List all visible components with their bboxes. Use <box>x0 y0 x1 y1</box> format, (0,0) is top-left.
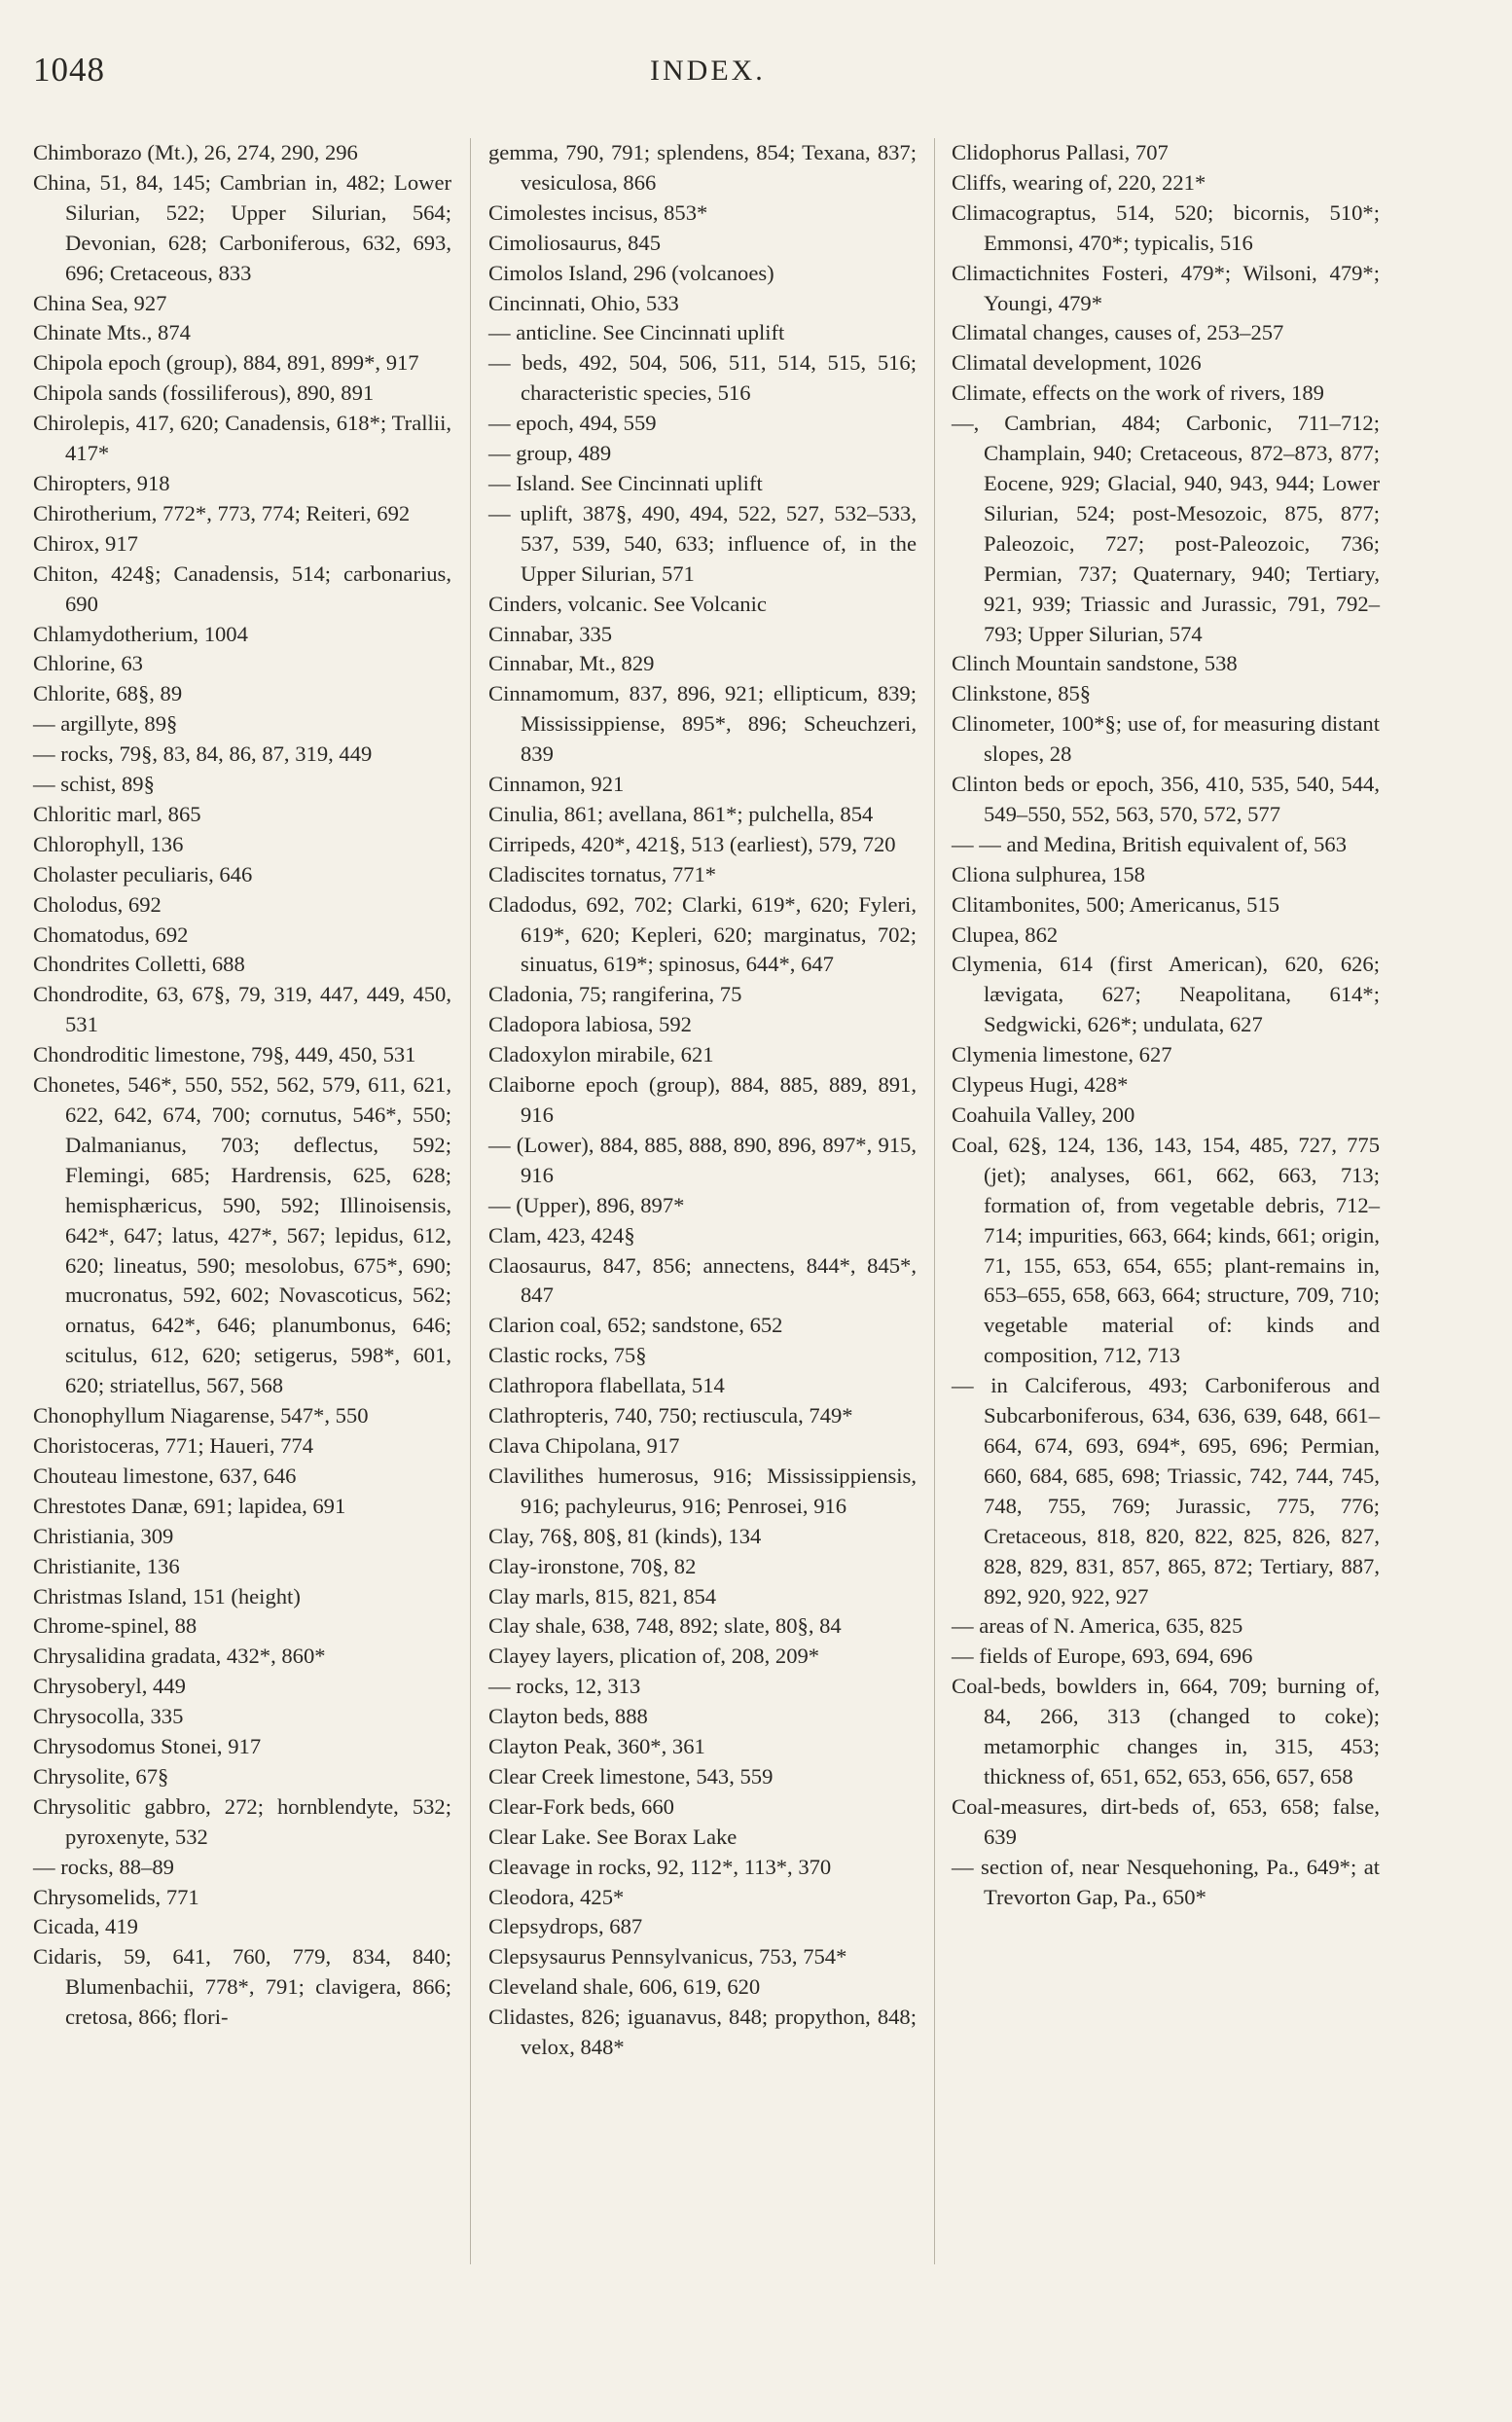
running-head: INDEX. <box>650 54 766 87</box>
index-entry: — areas of N. America, 635, 825 <box>952 1613 1243 1639</box>
index-entry: — group, 489 <box>488 441 612 466</box>
index-entry: Clear-Fork beds, 660 <box>488 1793 674 1819</box>
index-entry: Clinch Mountain sandstone, 538 <box>952 651 1238 676</box>
index-entry: Clathropteris, 740, 750; rectiuscula, 749* <box>488 1403 853 1428</box>
index-entry: Christianite, 136 <box>33 1553 180 1578</box>
index-entry: Chondrodite, 63, 67§, 79, 319, 447, 449, 450, 531 <box>33 982 451 1037</box>
index-entry: Chonetes, 546*, 550, 552, 562, 579, 611, 621, 622, 642, 674, 700; cornutus, 546*, 550; Dalmanianus, 703; deflectus, 592; Flemingi, 685; Hardrensis, 625, 628; hemisphæricus, 590, 592; Illinoisensis, 642*, 647; latus, 427*, 567; lepidus, 612, 620; lineatus, 590; mesolobus, 675*, 690; mucronatus, 592, 602; Novascoticus, 562; ornatus, 642*, 646; planumbonus, 646; scitulus, 612, 620; setigerus, 598*, 601, 620; striatellus, 567, 568 <box>33 1072 451 1398</box>
index-entry: Chirox, 917 <box>33 530 138 556</box>
index-entry: Chlorophyll, 136 <box>33 831 184 856</box>
index-entry: Cladodus, 692, 702; Clarki, 619*, 620; Fyleri, 619*, 620; Kepleri, 620; marginatus, 702; sinuatus, 619*; spinosus, 644*, 647 <box>488 891 917 977</box>
index-entry: Coal, 62§, 124, 136, 143, 154, 485, 727, 775 (jet); analyses, 661, 662, 663, 713; formation of, from vegetable debris, 712–714; impurities, 663, 664; kinds, 661; origin, 71, 155, 653, 654, 655; plant-remains in, 653–655, 658, 663, 664; structure, 709, 710; vegetable material of: kinds and composition, 712, 713 <box>952 1132 1380 1368</box>
index-entry: Chlorite, 68§, 89 <box>33 681 183 706</box>
index-entry: Coal-beds, bowlders in, 664, 709; burning of, 84, 266, 313 (changed to coke); metamorphic changes in, 315, 453; thickness of, 651, 652, 653, 656, 657, 658 <box>952 1674 1380 1789</box>
index-entry: Chirotherium, 772*, 773, 774; Reiteri, 692 <box>33 500 411 525</box>
index-entry: Clupea, 862 <box>952 922 1059 947</box>
index-entry: Chonophyllum Niagarense, 547*, 550 <box>33 1403 369 1428</box>
index-entry: — fields of Europe, 693, 694, 696 <box>952 1644 1253 1669</box>
index-entry: — (Upper), 896, 897* <box>488 1192 685 1217</box>
index-entry: Cincinnati, Ohio, 533 <box>488 290 679 315</box>
page-number: 1048 <box>33 51 105 89</box>
index-entry: Chrysocolla, 335 <box>33 1704 184 1729</box>
index-entry: — rocks, 88–89 <box>33 1854 174 1879</box>
index-entry: Cleodora, 425* <box>488 1884 625 1909</box>
index-entry: Coahuila Valley, 200 <box>952 1103 1135 1127</box>
index-entry: China Sea, 927 <box>33 290 167 315</box>
index-entry: Chrestotes Danæ, 691; lapidea, 691 <box>33 1493 346 1518</box>
index-entry: — beds, 492, 504, 506, 511, 514, 515, 516; characteristic species, 516 <box>488 350 917 406</box>
index-entry: Clavilithes humerosus, 916; Mississippiensis, 916; pachyleurus, 916; Penrosei, 916 <box>488 1463 917 1518</box>
index-entry: gemma, 790, 791; splendens, 854; Texana, 837; vesiculosa, 866 <box>488 140 917 195</box>
index-entry: Chrysoberyl, 449 <box>33 1674 186 1699</box>
index-column-3 <box>952 138 1380 1912</box>
index-entry: Clymenia limestone, 627 <box>952 1042 1172 1067</box>
index-entry: — anticline. See Cincinnati uplift <box>488 320 785 345</box>
index-entry: Clepsysaurus Pennsylvanicus, 753, 754* <box>488 1944 847 1970</box>
index-entry: Cimolestes incisus, 853* <box>488 199 708 225</box>
index-entry: Cladonia, 75; rangiferina, 75 <box>488 982 742 1007</box>
index-entry: Chrome-spinel, 88 <box>33 1613 198 1639</box>
index-entry: Clay, 76§, 80§, 81 (kinds), 134 <box>488 1523 762 1548</box>
index-entry: Cinders, volcanic. See Volcanic <box>488 591 767 616</box>
index-entry: Clay shale, 638, 748, 892; slate, 80§, 84 <box>488 1613 842 1639</box>
index-entry: Clayey layers, plication of, 208, 209* <box>488 1644 820 1669</box>
index-entry: Chouteau limestone, 637, 646 <box>33 1463 297 1488</box>
index-entry: Clayton beds, 888 <box>488 1704 648 1729</box>
index-entry: Cicada, 419 <box>33 1914 138 1939</box>
index-entry: Clava Chipolana, 917 <box>488 1432 680 1458</box>
index-entry: Claiborne epoch (group), 884, 885, 889, 891, 916 <box>488 1072 917 1127</box>
index-entry: Cinnamomum, 837, 896, 921; ellipticum, 839; Mississippiense, 895*, 896; Scheuchzeri, 839 <box>488 681 917 767</box>
index-entry: Chrysalidina gradata, 432*, 860* <box>33 1644 326 1669</box>
index-entry: — epoch, 494, 559 <box>488 411 657 436</box>
index-entry: Clitambonites, 500; Americanus, 515 <box>952 891 1279 917</box>
index-entry: Chondroditic limestone, 79§, 449, 450, 531 <box>33 1042 416 1067</box>
index-entry: China, 51, 84, 145; Cambrian in, 482; Lower Silurian, 522; Upper Silurian, 564; Devonian, 628; Carboniferous, 632, 693, 696; Cretaceous, 833 <box>33 169 451 285</box>
index-entry: Cinnabar, 335 <box>488 621 613 646</box>
index-entry: Chomatodus, 692 <box>33 922 189 947</box>
index-entry: — section of, near Nesquehoning, Pa., 649*; at Trevorton Gap, Pa., 650* <box>952 1854 1380 1909</box>
index-column-1 <box>33 138 451 2033</box>
index-entry: Clarion coal, 652; sandstone, 652 <box>488 1313 783 1338</box>
index-entry: Clinkstone, 85§ <box>952 681 1092 706</box>
index-entry: —, Cambrian, 484; Carbonic, 711–712; Champlain, 940; Cretaceous, 872–873, 877; Eocene, 929; Glacial, 940, 943, 944; Lower Silurian, 524; post-Mesozoic, 875, 877; Paleozoic, 727; post-Paleozoic, 736; Permian, 737; Quaternary, 940; Tertiary, 921, 939; Triassic and Jurassic, 791, 792–793; Upper Silurian, 574 <box>952 411 1380 646</box>
index-entry: Coal-measures, dirt-beds of, 653, 658; false, 639 <box>952 1793 1380 1849</box>
index-entry: Chiropters, 918 <box>33 470 170 495</box>
index-entry: Chiton, 424§; Canadensis, 514; carbonarius, 690 <box>33 560 451 616</box>
index-entry: Chinate Mts., 874 <box>33 320 191 345</box>
index-entry: Choristoceras, 771; Haueri, 774 <box>33 1432 314 1458</box>
index-entry: Clidophorus Pallasi, 707 <box>952 140 1169 164</box>
index-entry: Clay-ironstone, 70§, 82 <box>488 1553 697 1578</box>
index-entry: Chloritic marl, 865 <box>33 801 201 826</box>
index-entry: Clinton beds or epoch, 356, 410, 535, 540, 544, 549–550, 552, 563, 570, 572, 577 <box>952 772 1380 826</box>
index-entry: Chrysodomus Stonei, 917 <box>33 1734 262 1759</box>
index-entry: Chrysolitic gabbro, 272; hornblendyte, 532; pyroxenyte, 532 <box>33 1793 451 1849</box>
index-entry: — schist, 89§ <box>33 772 155 797</box>
index-entry: Claosaurus, 847, 856; annectens, 844*, 845*, 847 <box>488 1252 917 1308</box>
index-entry: — in Calciferous, 493; Carboniferous and Subcarboniferous, 634, 636, 639, 648, 661–664, 674, 693, 694*, 695, 696; Permian, 660, 684, 685, 698; Triassic, 742, 744, 745, 748, 755, 769; Jurassic, 775, 776; Cretaceous, 818, 820, 822, 825, 826, 827, 828, 829, 831, 857, 865, 872; Tertiary, 887, 892, 920, 922, 927 <box>952 1373 1380 1609</box>
index-entry: Cladoxylon mirabile, 621 <box>488 1042 714 1067</box>
index-entry: Clam, 423, 424§ <box>488 1222 635 1247</box>
index-entry: — argillyte, 89§ <box>33 711 178 737</box>
index-entry: Cladopora labiosa, 592 <box>488 1012 692 1037</box>
index-entry: — Island. See Cincinnati uplift <box>488 470 763 495</box>
index-entry: Cirripeds, 420*, 421§, 513 (earliest), 579, 720 <box>488 831 896 856</box>
index-entry: Cinnamon, 921 <box>488 772 625 797</box>
index-entry: Chlamydotherium, 1004 <box>33 621 248 646</box>
index-entry: Cliffs, wearing of, 220, 221* <box>952 169 1206 195</box>
index-entry: Cidaris, 59, 641, 760, 779, 834, 840; Blumenbachii, 778*, 791; clavigera, 866; cretosa, 866; flori- <box>33 1944 451 2030</box>
index-entry: Clinometer, 100*§; use of, for measuring distant slopes, 28 <box>952 711 1380 767</box>
index-entry: Clay marls, 815, 821, 854 <box>488 1583 717 1609</box>
index-entry: Chipola epoch (group), 884, 891, 899*, 917 <box>33 350 419 376</box>
column-divider <box>934 138 935 2264</box>
index-entry: Climactichnites Fosteri, 479*; Wilsoni, 479*; Youngi, 479* <box>952 260 1380 315</box>
index-entry: Clayton Peak, 360*, 361 <box>488 1734 705 1759</box>
index-entry: — rocks, 12, 313 <box>488 1674 641 1699</box>
index-entry: Clastic rocks, 75§ <box>488 1343 647 1368</box>
index-entry: Cholaster peculiaris, 646 <box>33 861 253 886</box>
index-entry: Cinnabar, Mt., 829 <box>488 651 655 676</box>
index-entry: Clypeus Hugi, 428* <box>952 1072 1129 1098</box>
index-entry: Clymenia, 614 (first American), 620, 626; lævigata, 627; Neapolitana, 614*; Sedgwicki, 626*; undulata, 627 <box>952 952 1380 1037</box>
index-column-2 <box>488 138 917 2063</box>
index-entry: Christmas Island, 151 (height) <box>33 1583 301 1609</box>
index-entry: Clear Creek limestone, 543, 559 <box>488 1763 774 1789</box>
index-entry: Chrysolite, 67§ <box>33 1763 169 1789</box>
index-entry: Cinulia, 861; avellana, 861*; pulchella, 854 <box>488 801 874 826</box>
index-entry: Chirolepis, 417, 620; Canadensis, 618*; Trallii, 417* <box>33 411 451 466</box>
index-entry: — (Lower), 884, 885, 888, 890, 896, 897*, 915, 916 <box>488 1132 917 1187</box>
index-entry: Cimoliosaurus, 845 <box>488 230 661 255</box>
index-entry: Cleavage in rocks, 92, 112*, 113*, 370 <box>488 1854 832 1879</box>
column-divider <box>470 138 471 2264</box>
index-entry: Chondrites Colletti, 688 <box>33 952 245 977</box>
index-entry: Climatal changes, causes of, 253–257 <box>952 320 1284 345</box>
index-entry: Climate, effects on the work of rivers, 189 <box>952 380 1324 406</box>
index-entry: Cladiscites tornatus, 771* <box>488 861 717 886</box>
index-entry: Chrysomelids, 771 <box>33 1884 199 1909</box>
index-entry: Chimborazo (Mt.), 26, 274, 290, 296 <box>33 140 358 164</box>
index-entry: Clear Lake. See Borax Lake <box>488 1824 738 1849</box>
index-entry: Cimolos Island, 296 (volcanoes) <box>488 260 774 285</box>
index-entry: Climacograptus, 514, 520; bicornis, 510*; Emmonsi, 470*; typicalis, 516 <box>952 199 1380 255</box>
index-entry: Chlorine, 63 <box>33 651 143 676</box>
index-entry: — uplift, 387§, 490, 494, 522, 527, 532–533, 537, 539, 540, 633; influence of, in the Upper Silurian, 571 <box>488 500 917 586</box>
index-entry: Christiania, 309 <box>33 1523 174 1548</box>
index-entry: Cholodus, 692 <box>33 891 162 917</box>
index-entry: Clathropora flabellata, 514 <box>488 1373 725 1398</box>
index-entry: Climatal development, 1026 <box>952 350 1202 376</box>
index-entry: Cleveland shale, 606, 619, 620 <box>488 1974 761 2000</box>
index-entry: Chipola sands (fossiliferous), 890, 891 <box>33 380 375 406</box>
index-entry: — — and Medina, British equivalent of, 563 <box>952 831 1347 856</box>
index-entry: Clepsydrops, 687 <box>488 1914 643 1939</box>
index-entry: Clidastes, 826; iguanavus, 848; propython, 848; velox, 848* <box>488 2005 917 2060</box>
index-entry: — rocks, 79§, 83, 84, 86, 87, 319, 449 <box>33 741 373 767</box>
index-entry: Cliona sulphurea, 158 <box>952 861 1145 886</box>
